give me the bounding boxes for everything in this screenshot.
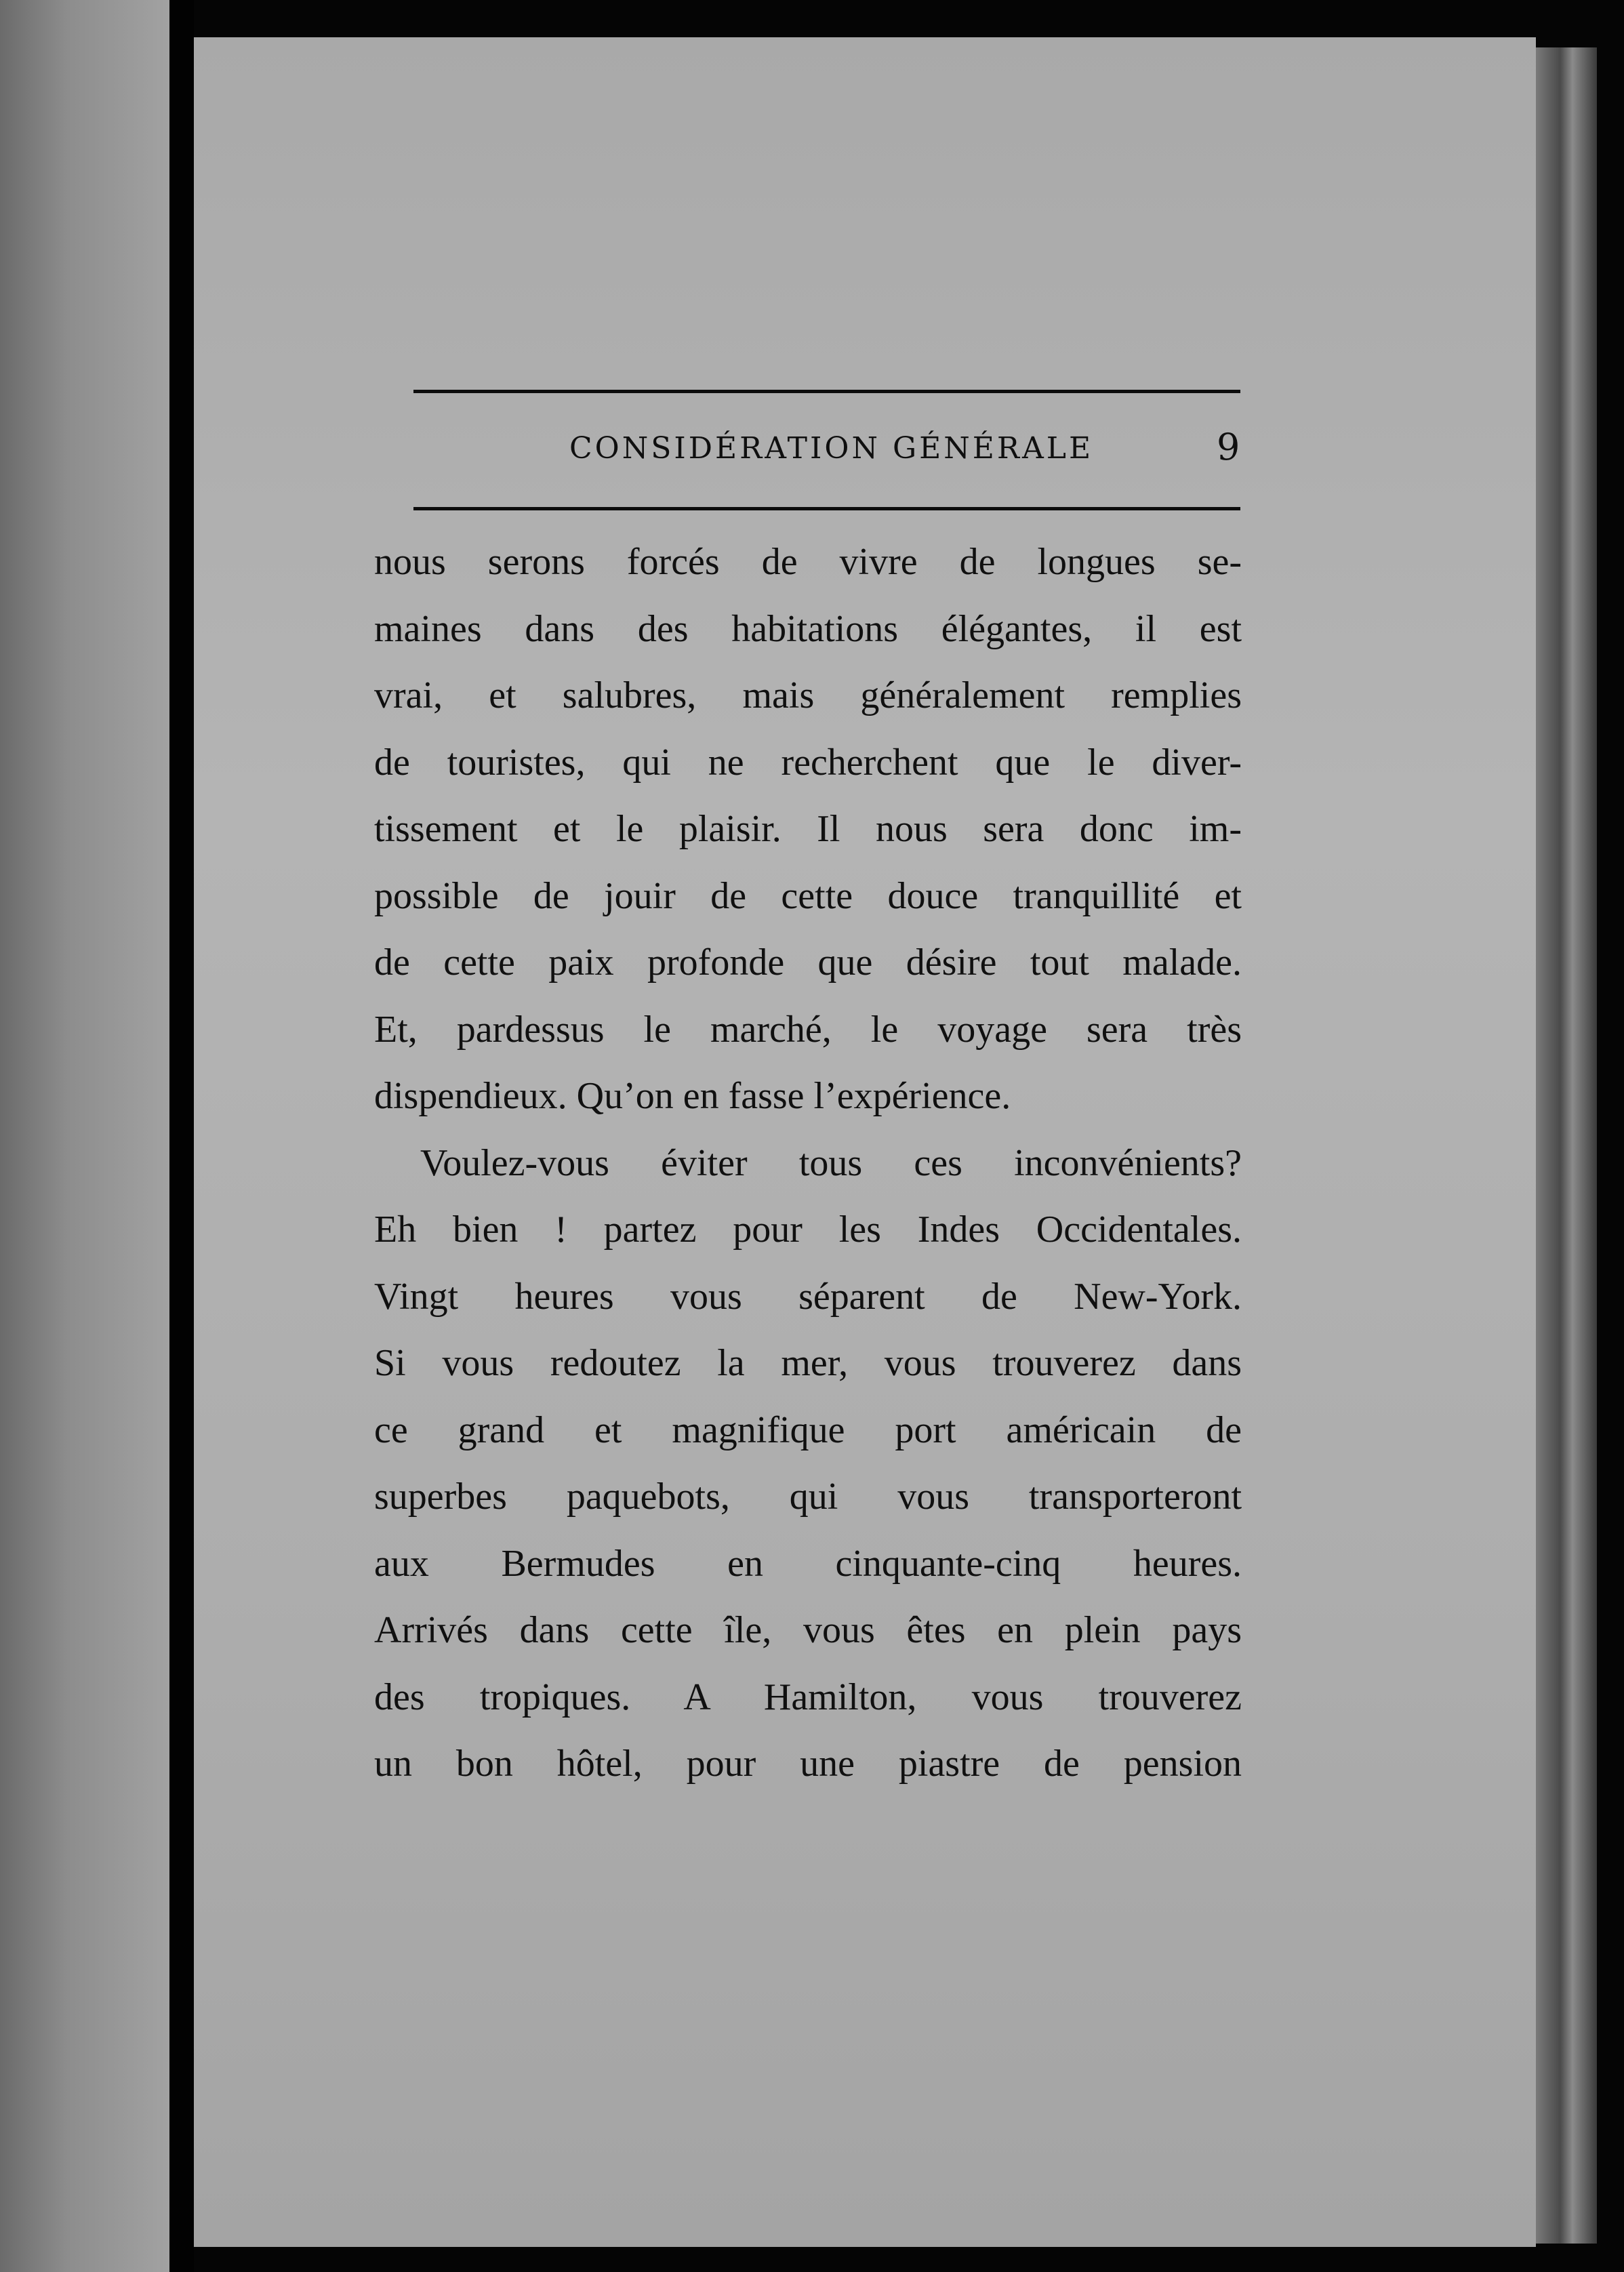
header-rule-bottom (413, 507, 1240, 510)
text-line: possible de jouir de cette douce tranquillité et (374, 874, 1242, 917)
paragraph (374, 1130, 1242, 1798)
text-line: Eh bien ! partez pour les Indes Occidentales. (374, 1209, 1242, 1251)
body-text (374, 529, 1242, 1798)
text-line: Et, pardessus le marché, le voyage sera très (374, 1008, 1242, 1051)
text-line: maines dans des habitations élégantes, il est (374, 607, 1242, 650)
text-line: ce grand et magnifique port américain de (374, 1408, 1242, 1451)
running-head: CONSIDÉRATION GÉNÉRALE (569, 431, 1094, 466)
text-line: superbes paquebots, qui vous transporteront (374, 1476, 1242, 1518)
text-line: vrai, et salubres, mais généralement remplies (374, 674, 1242, 716)
page-edges (1536, 47, 1597, 2244)
page-number: 9 (1217, 426, 1240, 468)
text-line: Si vous redoutez la mer, vous trouverez dans (374, 1342, 1242, 1384)
text-line: tissement et le plaisir. Il nous sera donc im- (374, 808, 1242, 850)
text-line: un bon hôtel, pour une piastre de pension (374, 1743, 1242, 1785)
text-line: des tropiques. A Hamilton, vous trouverez (374, 1676, 1242, 1718)
text-line: nous serons forcés de vivre de longues se- (374, 541, 1242, 583)
text-line: Vingt heures vous séparent de New-York. (374, 1275, 1242, 1318)
facing-page-edge (0, 0, 169, 2272)
header-rule-top (413, 390, 1240, 393)
text-line: Voulez-vous éviter tous ces inconvénients? (420, 1141, 1242, 1184)
book-gutter (169, 0, 194, 2272)
text-line: Arrivés dans cette île, vous êtes en plein pays (374, 1609, 1242, 1651)
text-line: aux Bermudes en cinquante-cinq heures. (374, 1542, 1242, 1585)
text-line: de touristes, qui ne recherchent que le diver- (374, 741, 1242, 784)
text-line: dispendieux. Qu’on en fasse l’expérience. (374, 1075, 1011, 1117)
text-line: de cette paix profonde que désire tout malade. (374, 941, 1242, 983)
paragraph (374, 529, 1242, 1130)
